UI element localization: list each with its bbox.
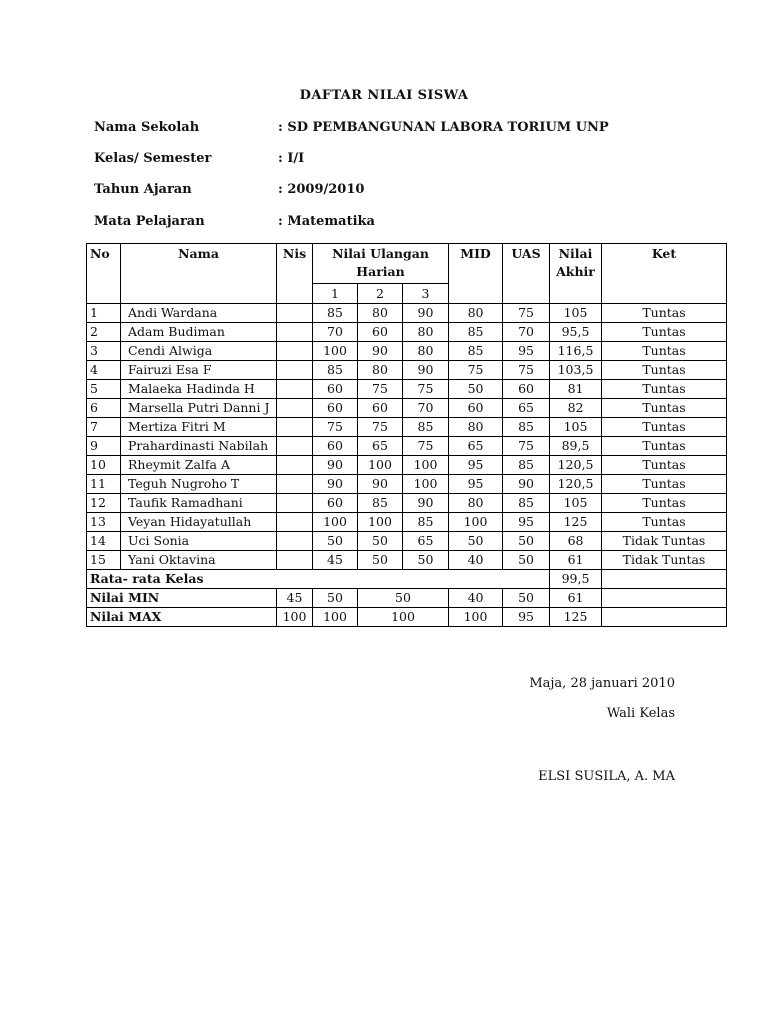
info-value: : SD PEMBANGUNAN LABORA TORIUM UNP (278, 120, 609, 135)
cell-ulangan-1: 85 (313, 304, 358, 323)
footer-signer: ELSI SUSILA, A. MA (538, 769, 675, 784)
cell-ulangan-2: 60 (358, 399, 403, 418)
table-row (87, 380, 727, 399)
cell-ket: Tuntas (602, 513, 727, 532)
min-row (87, 589, 727, 608)
header-ket: Ket (602, 244, 727, 304)
cell-ulangan-1: 100 (313, 513, 358, 532)
cell-ket: Tuntas (602, 323, 727, 342)
cell-ket: Tuntas (602, 494, 727, 513)
cell-nis (277, 437, 313, 456)
cell-mid: 95 (449, 456, 503, 475)
cell-ulangan-2: 50 (358, 532, 403, 551)
cell-akhir: 120,5 (550, 456, 602, 475)
grades-table (86, 243, 727, 627)
cell-ket: Tuntas (602, 456, 727, 475)
min-ket (602, 589, 727, 608)
table-row (87, 418, 727, 437)
cell-nama: Marsella Putri Danni J (121, 399, 277, 418)
cell-ulangan-2: 80 (358, 361, 403, 380)
cell-ulangan-3: 80 (403, 342, 449, 361)
cell-akhir: 81 (550, 380, 602, 399)
cell-ulangan-1: 60 (313, 399, 358, 418)
cell-ket: Tuntas (602, 380, 727, 399)
table-row (87, 532, 727, 551)
cell-ket: Tuntas (602, 361, 727, 380)
cell-ulangan-3: 100 (403, 475, 449, 494)
cell-nama: Malaeka Hadinda H (121, 380, 277, 399)
cell-nama: Rheymit Zalfa A (121, 456, 277, 475)
cell-ulangan-2: 100 (358, 513, 403, 532)
max-value: 100 (358, 608, 449, 627)
cell-nama: Yani Oktavina (121, 551, 277, 570)
header-ulangan-3: 3 (403, 284, 449, 304)
cell-ulangan-3: 80 (403, 323, 449, 342)
table-row (87, 551, 727, 570)
min-value: 45 (277, 589, 313, 608)
cell-nis (277, 475, 313, 494)
cell-akhir: 120,5 (550, 475, 602, 494)
table-body (87, 304, 727, 570)
min-label: Nilai MIN (87, 589, 277, 608)
cell-ulangan-1: 75 (313, 418, 358, 437)
cell-ket: Tidak Tuntas (602, 551, 727, 570)
footer-place-date: Maja, 28 januari 2010 (529, 676, 675, 691)
cell-nama: Adam Budiman (121, 323, 277, 342)
cell-akhir: 105 (550, 494, 602, 513)
cell-ulangan-1: 60 (313, 494, 358, 513)
header-nama: Nama (121, 244, 277, 304)
cell-no: 14 (87, 532, 121, 551)
max-ket (602, 608, 727, 627)
header-akhir: Nilai Akhir (550, 244, 602, 304)
max-value: 100 (449, 608, 503, 627)
footer-role: Wali Kelas (606, 706, 675, 721)
average-label: Rata- rata Kelas (87, 570, 550, 589)
cell-ket: Tuntas (602, 304, 727, 323)
table-row (87, 304, 727, 323)
cell-akhir: 95,5 (550, 323, 602, 342)
max-label: Nilai MAX (87, 608, 277, 627)
cell-ulangan-3: 90 (403, 304, 449, 323)
table-row (87, 399, 727, 418)
cell-akhir: 68 (550, 532, 602, 551)
cell-mid: 60 (449, 399, 503, 418)
cell-ulangan-1: 45 (313, 551, 358, 570)
cell-akhir: 116,5 (550, 342, 602, 361)
cell-uas: 85 (503, 494, 550, 513)
min-value: 50 (313, 589, 358, 608)
cell-mid: 85 (449, 323, 503, 342)
cell-no: 9 (87, 437, 121, 456)
min-value: 61 (550, 589, 602, 608)
cell-mid: 100 (449, 513, 503, 532)
cell-ulangan-2: 65 (358, 437, 403, 456)
cell-ulangan-3: 85 (403, 418, 449, 437)
cell-no: 2 (87, 323, 121, 342)
cell-mid: 80 (449, 418, 503, 437)
cell-no: 10 (87, 456, 121, 475)
cell-akhir: 103,5 (550, 361, 602, 380)
cell-nama: Prahardinasti Nabilah (121, 437, 277, 456)
table-row (87, 437, 727, 456)
cell-uas: 70 (503, 323, 550, 342)
cell-ulangan-3: 90 (403, 361, 449, 380)
info-value: : 2009/2010 (278, 182, 365, 197)
cell-ket: Tuntas (602, 418, 727, 437)
cell-mid: 50 (449, 380, 503, 399)
cell-akhir: 125 (550, 513, 602, 532)
cell-ulangan-3: 85 (403, 513, 449, 532)
cell-ulangan-3: 90 (403, 494, 449, 513)
info-value: : Matematika (278, 214, 375, 229)
cell-ulangan-1: 70 (313, 323, 358, 342)
min-value: 40 (449, 589, 503, 608)
cell-nama: Mertiza Fitri M (121, 418, 277, 437)
document-title: DAFTAR NILAI SISWA (299, 88, 469, 103)
cell-akhir: 89,5 (550, 437, 602, 456)
cell-mid: 95 (449, 475, 503, 494)
cell-ulangan-3: 50 (403, 551, 449, 570)
cell-mid: 50 (449, 532, 503, 551)
cell-mid: 85 (449, 342, 503, 361)
cell-nis (277, 494, 313, 513)
table-row (87, 494, 727, 513)
cell-nis (277, 456, 313, 475)
cell-ket: Tuntas (602, 342, 727, 361)
cell-uas: 85 (503, 456, 550, 475)
cell-no: 1 (87, 304, 121, 323)
cell-ulangan-2: 100 (358, 456, 403, 475)
info-label: Tahun Ajaran (94, 182, 192, 197)
cell-nama: Veyan Hidayatullah (121, 513, 277, 532)
cell-ulangan-2: 85 (358, 494, 403, 513)
table-row (87, 456, 727, 475)
cell-no: 3 (87, 342, 121, 361)
cell-nis (277, 399, 313, 418)
cell-mid: 75 (449, 361, 503, 380)
cell-ulangan-1: 85 (313, 361, 358, 380)
cell-nama: Uci Sonia (121, 532, 277, 551)
table-row (87, 513, 727, 532)
header-uas: UAS (503, 244, 550, 304)
min-value: 50 (358, 589, 449, 608)
cell-uas: 85 (503, 418, 550, 437)
header-ulangan-2: 2 (358, 284, 403, 304)
cell-ulangan-3: 100 (403, 456, 449, 475)
cell-ulangan-2: 60 (358, 323, 403, 342)
table-row (87, 475, 727, 494)
cell-ulangan-1: 50 (313, 532, 358, 551)
header-ulangan-1: 1 (313, 284, 358, 304)
cell-ulangan-1: 90 (313, 456, 358, 475)
table-row (87, 342, 727, 361)
cell-ulangan-2: 75 (358, 380, 403, 399)
average-ket (602, 570, 727, 589)
info-value: : I/I (278, 151, 305, 166)
cell-uas: 90 (503, 475, 550, 494)
max-value: 100 (313, 608, 358, 627)
cell-no: 15 (87, 551, 121, 570)
cell-mid: 80 (449, 494, 503, 513)
cell-mid: 40 (449, 551, 503, 570)
cell-ulangan-3: 75 (403, 437, 449, 456)
table-row (87, 361, 727, 380)
cell-ulangan-1: 100 (313, 342, 358, 361)
cell-ulangan-1: 60 (313, 380, 358, 399)
cell-mid: 65 (449, 437, 503, 456)
cell-uas: 60 (503, 380, 550, 399)
header-no: No (87, 244, 121, 304)
cell-nama: Cendi Alwiga (121, 342, 277, 361)
cell-nama: Fairuzi Esa F (121, 361, 277, 380)
cell-uas: 65 (503, 399, 550, 418)
info-label: Nama Sekolah (94, 120, 200, 135)
cell-no: 13 (87, 513, 121, 532)
header-nis: Nis (277, 244, 313, 304)
cell-nis (277, 361, 313, 380)
cell-akhir: 105 (550, 418, 602, 437)
cell-no: 11 (87, 475, 121, 494)
cell-ulangan-2: 90 (358, 475, 403, 494)
cell-ulangan-2: 75 (358, 418, 403, 437)
cell-ulangan-1: 60 (313, 437, 358, 456)
min-value: 50 (503, 589, 550, 608)
cell-nis (277, 532, 313, 551)
table-row (87, 323, 727, 342)
cell-uas: 95 (503, 342, 550, 361)
cell-ket: Tuntas (602, 437, 727, 456)
header-ulangan: Nilai Ulangan Harian (313, 244, 449, 284)
cell-no: 12 (87, 494, 121, 513)
cell-nis (277, 513, 313, 532)
cell-nis (277, 380, 313, 399)
cell-nis (277, 304, 313, 323)
cell-no: 7 (87, 418, 121, 437)
max-value: 125 (550, 608, 602, 627)
cell-nama: Teguh Nugroho T (121, 475, 277, 494)
average-row (87, 570, 727, 589)
max-row (87, 608, 727, 627)
cell-nama: Taufik Ramadhani (121, 494, 277, 513)
cell-nis (277, 418, 313, 437)
cell-uas: 75 (503, 304, 550, 323)
cell-ket: Tuntas (602, 399, 727, 418)
cell-akhir: 105 (550, 304, 602, 323)
cell-ulangan-2: 80 (358, 304, 403, 323)
cell-uas: 95 (503, 513, 550, 532)
cell-ket: Tidak Tuntas (602, 532, 727, 551)
cell-no: 4 (87, 361, 121, 380)
cell-ket: Tuntas (602, 475, 727, 494)
cell-uas: 75 (503, 361, 550, 380)
average-value: 99,5 (550, 570, 602, 589)
cell-no: 6 (87, 399, 121, 418)
max-value: 100 (277, 608, 313, 627)
cell-ulangan-3: 65 (403, 532, 449, 551)
max-value: 95 (503, 608, 550, 627)
cell-nama: Andi Wardana (121, 304, 277, 323)
cell-akhir: 61 (550, 551, 602, 570)
cell-mid: 80 (449, 304, 503, 323)
cell-uas: 50 (503, 532, 550, 551)
info-label: Mata Pelajaran (94, 214, 205, 229)
cell-ulangan-3: 75 (403, 380, 449, 399)
cell-nis (277, 551, 313, 570)
cell-ulangan-2: 50 (358, 551, 403, 570)
cell-no: 5 (87, 380, 121, 399)
cell-ulangan-2: 90 (358, 342, 403, 361)
cell-nis (277, 342, 313, 361)
cell-ulangan-1: 90 (313, 475, 358, 494)
info-label: Kelas/ Semester (94, 151, 212, 166)
cell-uas: 50 (503, 551, 550, 570)
cell-nis (277, 323, 313, 342)
header-mid: MID (449, 244, 503, 304)
cell-ulangan-3: 70 (403, 399, 449, 418)
cell-uas: 75 (503, 437, 550, 456)
cell-akhir: 82 (550, 399, 602, 418)
